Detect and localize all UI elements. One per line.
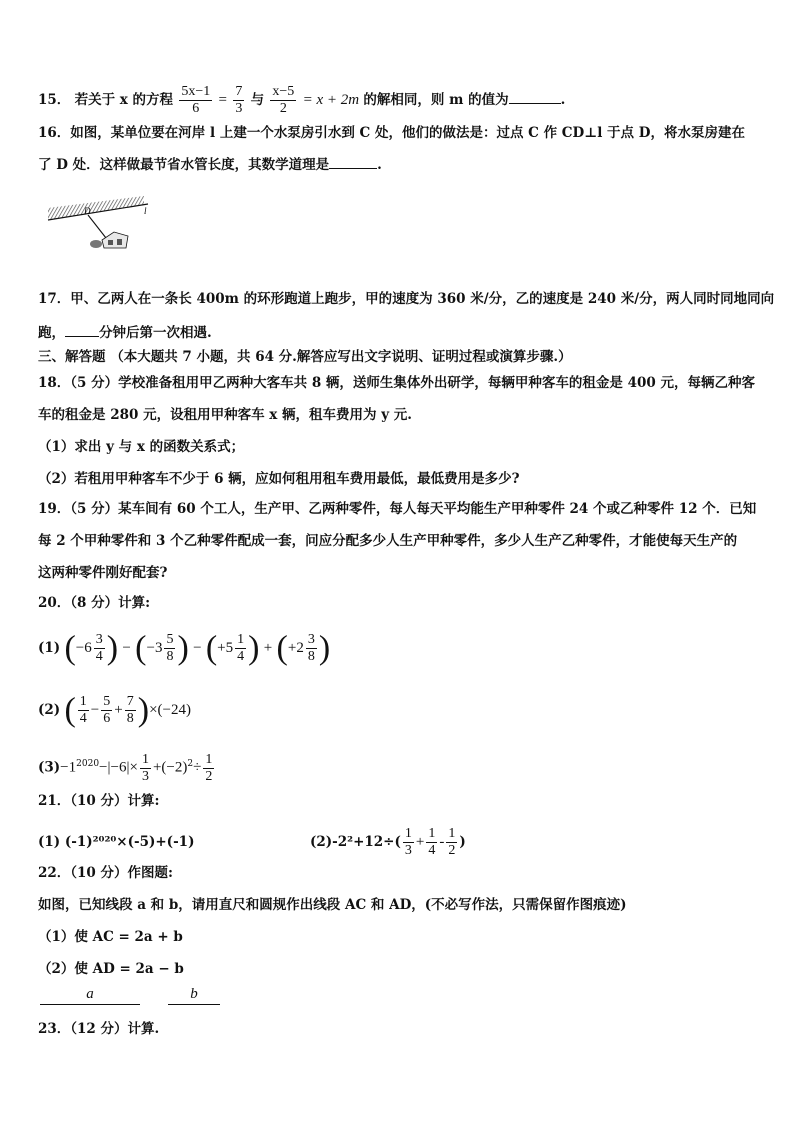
question-23-title: 23．（12 分）计算. [38,1021,160,1037]
question-19-line-3: 这两种零件刚好配套? [38,565,168,581]
bush-shape [90,240,102,248]
fraction: $\frac{5x-1}{6}$ [181,84,211,116]
question-18-line-2: 车的租金是 280 元，设租用甲种客车 x 辆，租车费用为 y 元. [38,407,412,423]
section-heading: 三、解答题 （本大题共 7 小题，共 64 分.解答应写出文字说明、证明过程或演算步骤.） [38,349,572,365]
question-text: 若关于 x 的方程 [74,92,174,108]
fraction: $\frac{7}{3}$ [235,84,243,116]
question-21-parts: (1) (-1)²⁰²⁰×(-5)+(-1) (2)-2²+12÷( $\frac{1}{3}$ + $\frac{1}{4}$ - $\frac{1}{2}$ ) [38,822,764,862]
segment-b: b [168,990,220,1005]
question-20-part-1: (1) (−6 $\frac{3}{4}$ ) − (−3 $\frac{5}{8}$ ) − (+5 $\frac{1}{4}$ ) + (+2 $\frac{3}{8}$ ) [38,629,331,667]
label-d: D [84,206,91,216]
question-19-line-2: 每 2 个甲种零件和 3 个乙种零件配成一套，问应分配多少人生产甲种零件，多少人生产乙种零件，才能使每天生产的 [38,533,738,549]
question-17-line-1: 17．甲、乙两人在一条长 400m 的环形跑道上跑步，甲的速度为 360 米/分，乙的速度是 240 米/分，两人同时同地同向 [38,291,775,307]
question-number: 15． [38,92,71,108]
label-l: l [144,206,147,216]
question-22-sub-2: （2）使 AD = 2a − b [38,961,184,977]
house-shape [102,232,128,248]
question-21-part-1: (1) (-1)²⁰²⁰×(-5)+(-1) [38,834,195,850]
question-18-line-1: 18．（5 分）学校准备租用甲乙两种大客车共 8 辆，送师生集体外出研学，每辆甲种客车的租金是 400 元，每辆乙种客 [38,375,756,391]
question-20-title: 20．（8 分）计算: [38,595,151,611]
river-bank-figure [44,194,154,250]
answer-blank [509,91,561,104]
question-17-line-2: 跑， 分钟后第一次相遇. [38,325,212,341]
question-21-title: 21．（10 分）计算: [38,793,160,809]
segment-a: a [40,990,140,1005]
question-16-line-2: 了 D 处．这样做最节省水管长度，其数学道理是 . [38,157,382,173]
question-15: 15． 若关于 x 的方程 $\frac{5x-1}{6}$ = $\frac{7}{3}$ 与 $\frac{x-5}{2}$ = x + 2m 的解相同，则 m 的值为 . [38,84,566,116]
answer-blank [329,156,377,169]
question-22-sub-1: （1）使 AC = 2a + b [38,929,183,945]
fraction: $\frac{x-5}{2}$ [272,84,295,116]
question-20-part-2: (2) ( $\frac{1}{4}$ − $\frac{5}{6}$ + $\frac{7}{8}$ )×(−24) [38,691,191,729]
river-bank-shape [48,196,144,220]
question-16-line-1: 16．如图，某单位要在河岸 l 上建一个水泵房引水到 C 处，他们的做法是：过点 C 作 CD⊥l 于点 D，将水泵房建在 [38,125,745,141]
answer-blank [65,324,99,337]
question-19-line-1: 19．（5 分）某车间有 60 个工人，生产甲、乙两种零件，每人每天平均能生产甲种零件 24 个或乙种零件 12 个．已知 [38,501,757,517]
question-18-sub-2: （2）若租用甲种客车不少于 6 辆，应如何租用租车费用最低，最低费用是多少? [38,471,520,487]
question-18-sub-1: （1）求出 y 与 x 的函数关系式； [38,439,245,455]
question-22-line-1: 如图，已知线段 a 和 b，请用直尺和圆规作出线段 AC 和 AD，(不必写作法，只需保留作图痕迹) [38,897,627,913]
question-22-title: 22．（10 分）作图题: [38,865,174,881]
segment-cd [88,215,106,238]
question-20-part-3: $(3)-1^{2020}-|-6|\times$ $\frac{1}{3}$ $+(-2)^2\div$ $\frac{1}{2}$ [38,751,213,784]
